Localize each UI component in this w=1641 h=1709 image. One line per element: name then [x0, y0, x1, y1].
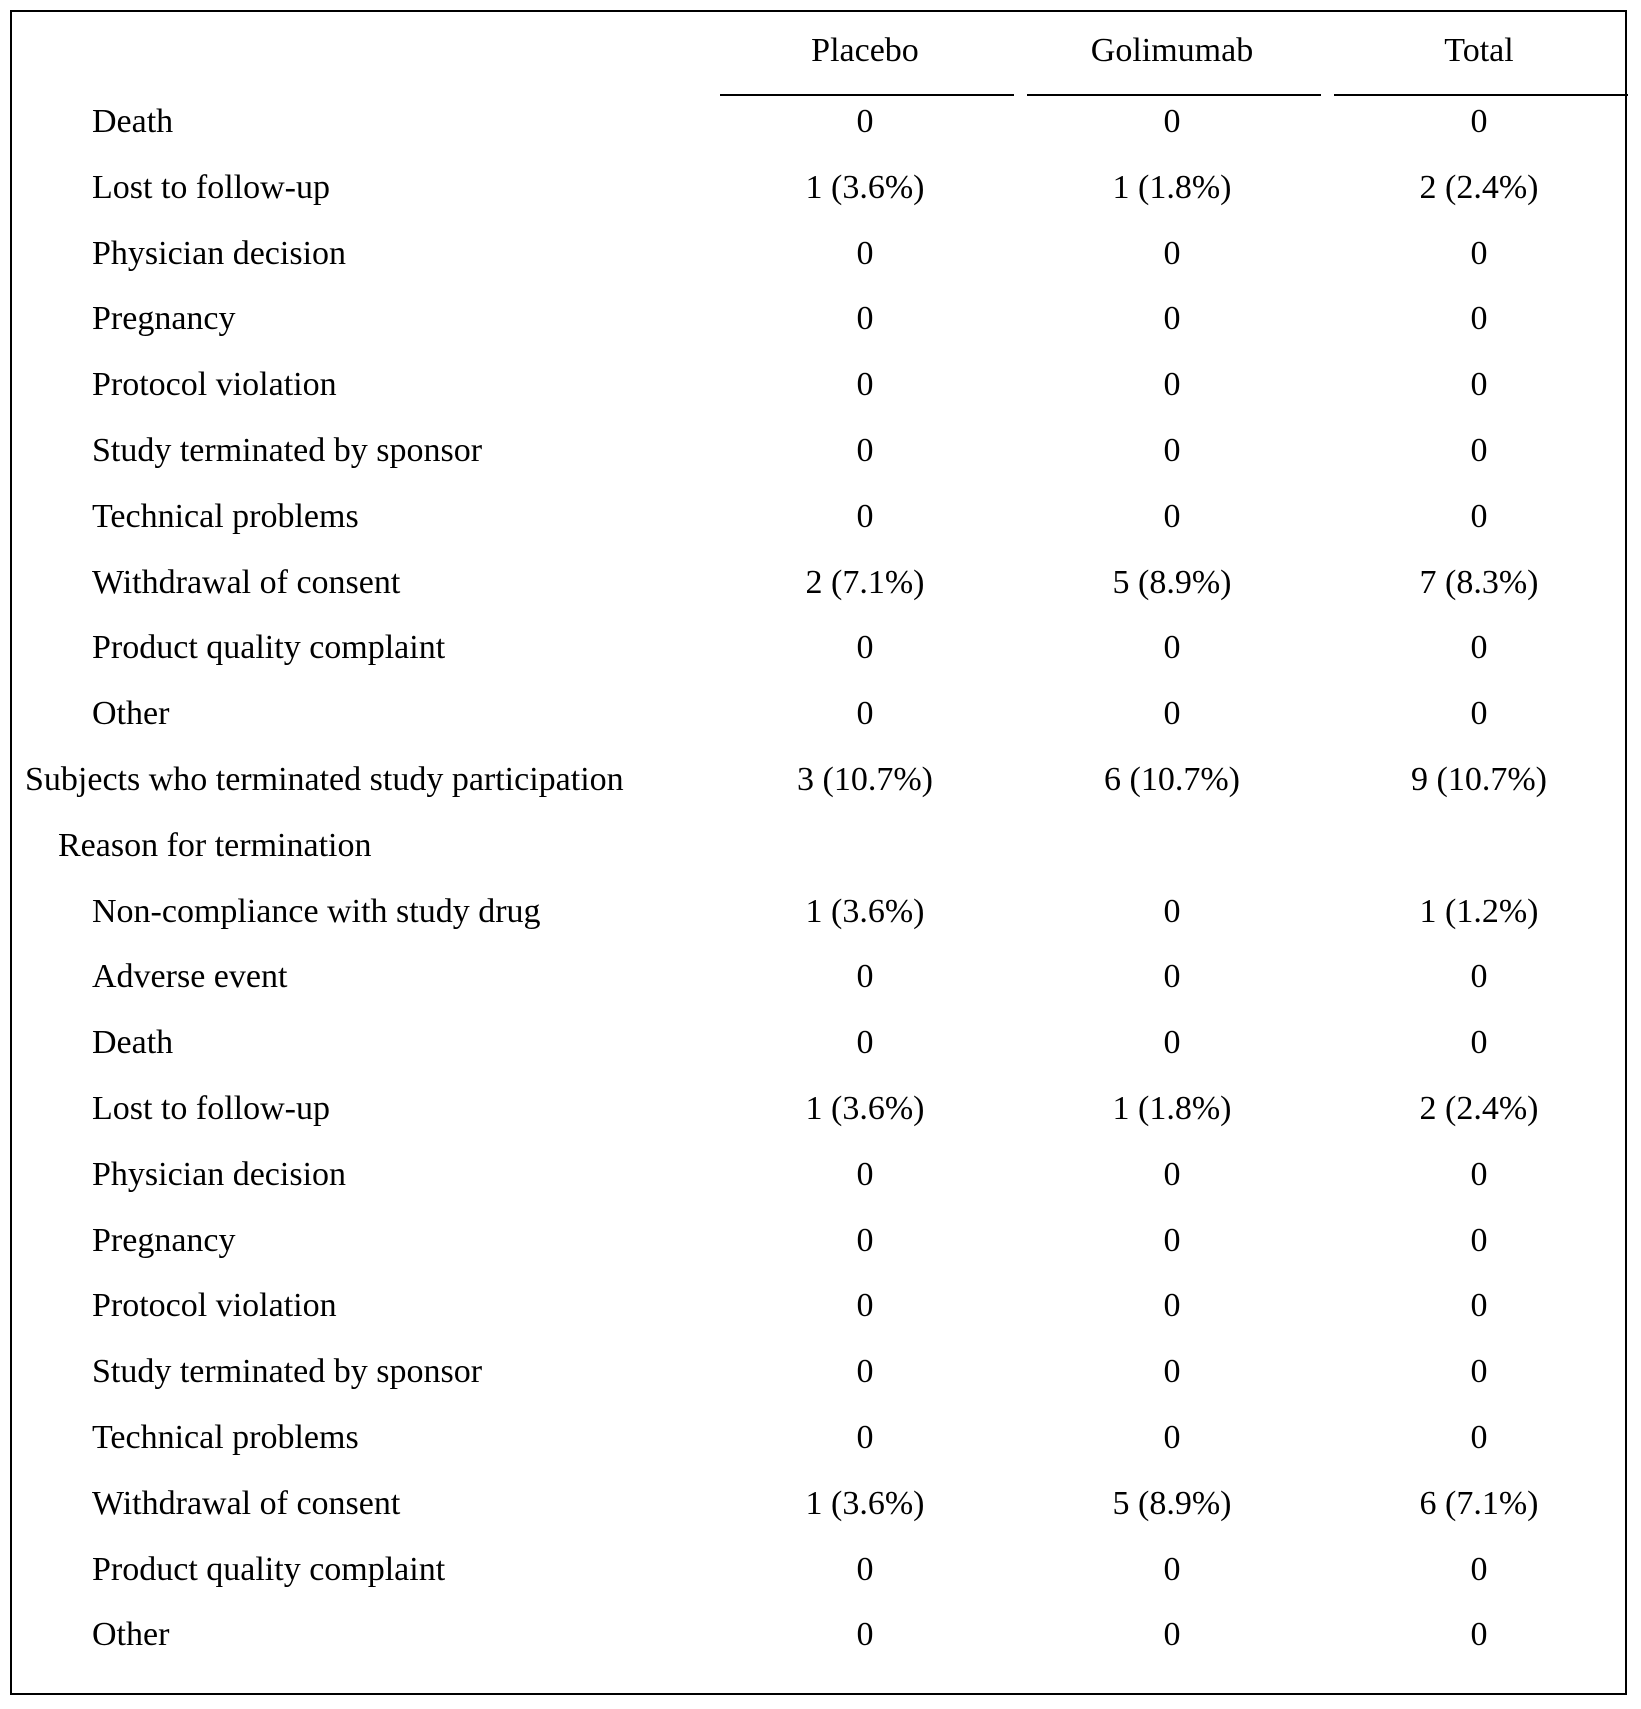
row-value-placebo: 0: [720, 500, 1010, 534]
row-value-golimumab: 6 (10.7%): [1027, 763, 1317, 797]
row-label: Reason for termination: [58, 829, 371, 863]
row-value-total: 0: [1334, 368, 1624, 402]
row-value-golimumab: 0: [1027, 1289, 1317, 1323]
row-label: Withdrawal of consent: [92, 1487, 400, 1521]
row-value-golimumab: 0: [1027, 697, 1317, 731]
row-value-placebo: 0: [720, 960, 1010, 994]
row-value-placebo: 0: [720, 1224, 1010, 1258]
row-label: Study terminated by sponsor: [92, 434, 482, 468]
row-value-total: 9 (10.7%): [1334, 763, 1624, 797]
table-row: [0, 500, 1641, 540]
table-row: [0, 631, 1641, 671]
row-value-placebo: 1 (3.6%): [720, 1487, 1010, 1521]
row-value-total: 0: [1334, 1158, 1624, 1192]
header-rule-placebo: [720, 94, 1014, 96]
row-value-golimumab: 5 (8.9%): [1027, 1487, 1317, 1521]
row-value-placebo: 0: [720, 105, 1010, 139]
row-value-placebo: 1 (3.6%): [720, 1092, 1010, 1126]
row-value-golimumab: 1 (1.8%): [1027, 171, 1317, 205]
row-value-golimumab: 0: [1027, 1355, 1317, 1389]
row-value-golimumab: 0: [1027, 1421, 1317, 1455]
row-value-golimumab: 0: [1027, 1158, 1317, 1192]
table-row: [0, 171, 1641, 211]
table-row: [0, 105, 1641, 145]
table-row: [0, 1487, 1641, 1527]
header-rule-total: [1334, 94, 1628, 96]
row-value-golimumab: 0: [1027, 434, 1317, 468]
row-value-placebo: 0: [720, 1158, 1010, 1192]
column-header-total: Total: [1334, 34, 1624, 84]
row-value-total: 0: [1334, 1618, 1624, 1652]
row-value-total: 1 (1.2%): [1334, 895, 1624, 929]
row-label: Physician decision: [92, 1158, 346, 1192]
row-value-golimumab: 0: [1027, 631, 1317, 665]
row-value-total: 0: [1334, 1026, 1624, 1060]
table-row: [0, 368, 1641, 408]
row-label: Study terminated by sponsor: [92, 1355, 482, 1389]
table-row: [0, 960, 1641, 1000]
table-row: [0, 829, 1641, 869]
table-row: [0, 1092, 1641, 1132]
row-label: Pregnancy: [92, 1224, 236, 1258]
row-label: Adverse event: [92, 960, 287, 994]
row-value-golimumab: 5 (8.9%): [1027, 566, 1317, 600]
row-value-total: 0: [1334, 631, 1624, 665]
row-value-placebo: 0: [720, 1355, 1010, 1389]
row-value-total: 0: [1334, 500, 1624, 534]
row-value-total: 0: [1334, 960, 1624, 994]
row-value-total: 0: [1334, 302, 1624, 336]
row-value-total: 0: [1334, 105, 1624, 139]
row-value-placebo: 0: [720, 302, 1010, 336]
row-value-placebo: 0: [720, 1618, 1010, 1652]
row-value-total: 2 (2.4%): [1334, 171, 1624, 205]
row-label: Withdrawal of consent: [92, 566, 400, 600]
table-row: [0, 434, 1641, 474]
row-label: Other: [92, 1618, 169, 1652]
row-label: Lost to follow-up: [92, 1092, 330, 1126]
row-value-placebo: 0: [720, 368, 1010, 402]
row-value-placebo: 0: [720, 631, 1010, 665]
row-value-golimumab: 0: [1027, 895, 1317, 929]
table-row: [0, 1421, 1641, 1461]
row-value-total: 0: [1334, 1553, 1624, 1587]
table-row: [0, 1618, 1641, 1658]
row-value-golimumab: 0: [1027, 960, 1317, 994]
row-label: Lost to follow-up: [92, 171, 330, 205]
column-header-placebo: Placebo: [720, 34, 1010, 84]
row-label: Pregnancy: [92, 302, 236, 336]
row-value-placebo: 0: [720, 1026, 1010, 1060]
table-row: [0, 1553, 1641, 1593]
row-label: Other: [92, 697, 169, 731]
table-row: [0, 1355, 1641, 1395]
row-label: Technical problems: [92, 500, 359, 534]
table-row: [0, 1224, 1641, 1264]
row-value-golimumab: 0: [1027, 1224, 1317, 1258]
table-row: [0, 566, 1641, 606]
table-row: [0, 1026, 1641, 1066]
row-value-golimumab: 0: [1027, 500, 1317, 534]
table-row: [0, 697, 1641, 737]
row-value-total: 2 (2.4%): [1334, 1092, 1624, 1126]
row-value-total: 0: [1334, 1421, 1624, 1455]
row-value-golimumab: 0: [1027, 368, 1317, 402]
header-rule-golimumab: [1027, 94, 1321, 96]
row-value-golimumab: 0: [1027, 1618, 1317, 1652]
row-value-total: 6 (7.1%): [1334, 1487, 1624, 1521]
row-label: Protocol violation: [92, 1289, 337, 1323]
table-row: [0, 302, 1641, 342]
row-value-total: 7 (8.3%): [1334, 566, 1624, 600]
row-label: Product quality complaint: [92, 1553, 445, 1587]
row-value-placebo: 1 (3.6%): [720, 895, 1010, 929]
row-value-total: 0: [1334, 1355, 1624, 1389]
row-value-total: 0: [1334, 1289, 1624, 1323]
row-value-placebo: 0: [720, 434, 1010, 468]
row-value-placebo: 0: [720, 237, 1010, 271]
row-value-placebo: 3 (10.7%): [720, 763, 1010, 797]
row-value-placebo: 0: [720, 1421, 1010, 1455]
table-row: [0, 1289, 1641, 1329]
row-label: Death: [92, 1026, 173, 1060]
table-row: [0, 895, 1641, 935]
row-value-golimumab: 0: [1027, 105, 1317, 139]
row-label: Subjects who terminated study participation: [25, 763, 624, 797]
row-value-total: 0: [1334, 1224, 1624, 1258]
row-value-golimumab: 0: [1027, 302, 1317, 336]
row-label: Death: [92, 105, 173, 139]
row-value-placebo: 2 (7.1%): [720, 566, 1010, 600]
row-value-placebo: 0: [720, 1289, 1010, 1323]
row-value-total: 0: [1334, 697, 1624, 731]
row-label: Product quality complaint: [92, 631, 445, 665]
row-value-placebo: 1 (3.6%): [720, 171, 1010, 205]
row-value-golimumab: 0: [1027, 237, 1317, 271]
table-row: [0, 1158, 1641, 1198]
disposition-table: [0, 0, 1641, 1709]
row-label: Technical problems: [92, 1421, 359, 1455]
row-value-total: 0: [1334, 434, 1624, 468]
table-row: [0, 237, 1641, 277]
row-value-total: 0: [1334, 237, 1624, 271]
row-value-golimumab: 0: [1027, 1553, 1317, 1587]
row-value-golimumab: 1 (1.8%): [1027, 1092, 1317, 1126]
table-row: [0, 763, 1641, 803]
row-value-placebo: 0: [720, 1553, 1010, 1587]
row-label: Physician decision: [92, 237, 346, 271]
row-value-golimumab: 0: [1027, 1026, 1317, 1060]
row-value-placebo: 0: [720, 697, 1010, 731]
row-label: Non-compliance with study drug: [92, 895, 541, 929]
column-header-golimumab: Golimumab: [1027, 34, 1317, 84]
row-label: Protocol violation: [92, 368, 337, 402]
